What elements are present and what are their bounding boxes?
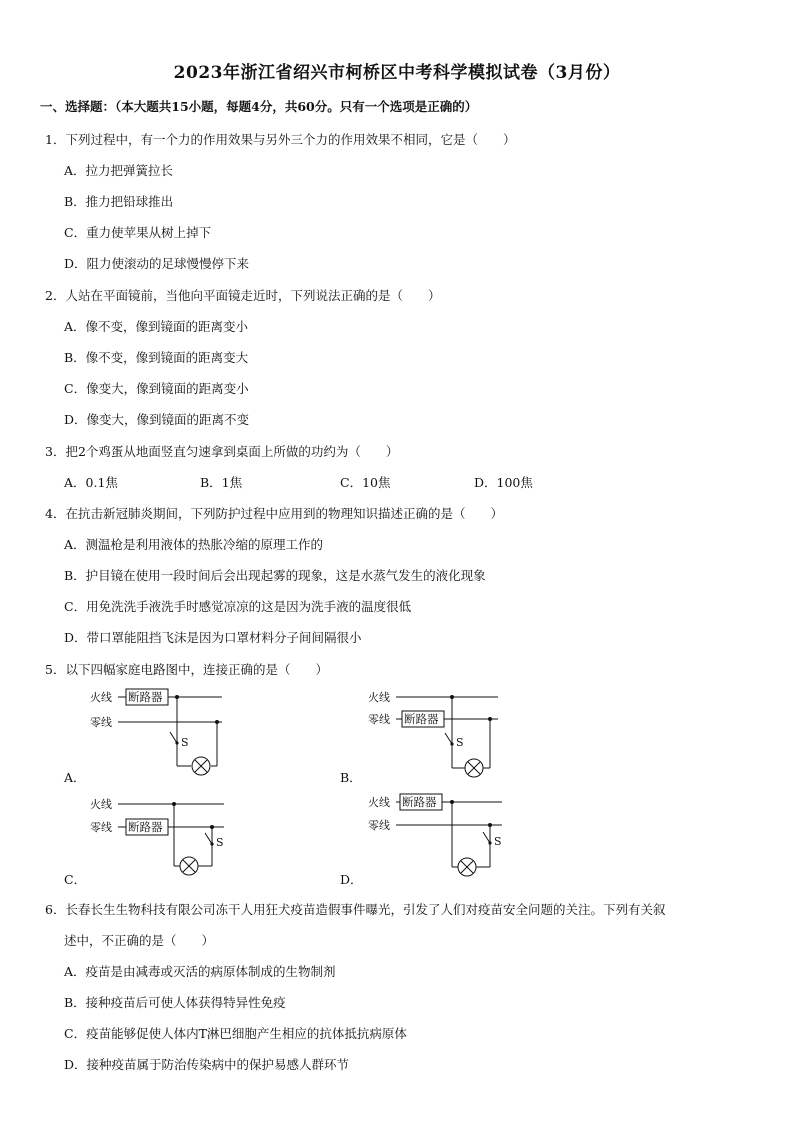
switch-label: S bbox=[181, 736, 189, 749]
q2-option-c: C．像变大，像到镜面的距离变小 bbox=[64, 381, 249, 396]
breaker-label: 断路器 bbox=[404, 712, 439, 726]
q2-option-b: B．像不变，像到镜面的距离变大 bbox=[64, 350, 249, 365]
q4-option-b: B．护目镜在使用一段时间后会出现起雾的现象，这是水蒸气发生的液化现象 bbox=[64, 568, 486, 583]
q1-option-a: A．拉力把弹簧拉长 bbox=[64, 163, 174, 178]
q3-option-c: C．10焦 bbox=[340, 475, 391, 490]
q6-option-a: A．疫苗是由减毒或灭活的病原体制成的生物制剂 bbox=[64, 964, 336, 979]
live-wire-label: 火线 bbox=[368, 796, 390, 809]
q5-option-b: B． bbox=[340, 770, 362, 785]
breaker-label: 断路器 bbox=[128, 690, 163, 704]
switch-label: S bbox=[494, 835, 502, 848]
q4-option-d: D．带口罩能阻挡飞沫是因为口罩材料分子间间隔很小 bbox=[64, 630, 362, 645]
circuit-diagram-a bbox=[90, 686, 240, 780]
q4-option-c: C．用免洗洗手液洗手时感觉凉凉的这是因为洗手液的温度很低 bbox=[64, 599, 412, 614]
live-wire-label: 火线 bbox=[90, 691, 112, 704]
q5-option-d: D． bbox=[340, 872, 363, 887]
q3-option-b: B．1焦 bbox=[200, 475, 243, 490]
switch-label: S bbox=[456, 736, 464, 749]
neutral-wire-label: 零线 bbox=[90, 716, 112, 729]
breaker-label: 断路器 bbox=[402, 795, 437, 809]
question-4-stem: 4．在抗击新冠肺炎期间，下列防护过程中应用到的物理知识描述正确的是（ ） bbox=[45, 506, 503, 521]
q5-option-a: A． bbox=[64, 770, 86, 785]
circuit-diagram-c bbox=[90, 794, 240, 880]
q5-option-c: C． bbox=[64, 872, 87, 887]
q6-option-d: D．接种疫苗属于防治传染病中的保护易感人群环节 bbox=[64, 1057, 350, 1072]
lamp-icon bbox=[465, 759, 483, 777]
lamp-icon bbox=[458, 858, 476, 876]
q3-option-a: A．0.1焦 bbox=[64, 475, 118, 490]
q6-option-b: B．接种疫苗后可使人体获得特异性免疫 bbox=[64, 995, 286, 1010]
neutral-wire-label: 零线 bbox=[368, 713, 390, 726]
question-5-stem: 5．以下四幅家庭电路图中，连接正确的是（ ） bbox=[45, 662, 328, 677]
live-wire-label: 火线 bbox=[90, 798, 112, 811]
q1-option-d: D．阻力使滚动的足球慢慢停下来 bbox=[64, 256, 250, 271]
circuit-diagram-b bbox=[368, 686, 518, 780]
question-3-stem: 3．把2个鸡蛋从地面竖直匀速拿到桌面上所做的功约为（ ） bbox=[45, 444, 399, 459]
neutral-wire-label: 零线 bbox=[368, 819, 390, 832]
page-title: 2023年浙江省绍兴市柯桥区中考科学模拟试卷（3月份） bbox=[173, 63, 621, 83]
section-heading: 一、选择题：（本大题共15小题，每题4分，共60分。只有一个选项是正确的） bbox=[40, 99, 478, 114]
q6-option-c: C．疫苗能够促使人体内T淋巴细胞产生相应的抗体抵抗病原体 bbox=[64, 1026, 407, 1041]
question-6-stem-line2: 述中，不正确的是（ ） bbox=[64, 933, 215, 948]
breaker-label: 断路器 bbox=[128, 820, 163, 834]
lamp-icon bbox=[180, 857, 198, 875]
q2-option-a: A．像不变，像到镜面的距离变小 bbox=[64, 319, 249, 334]
live-wire-label: 火线 bbox=[368, 691, 390, 704]
question-6-stem-line1: 6．长春长生生物科技有限公司冻干人用狂犬疫苗造假事件曝光，引发了人们对疫苗安全问题的关注。下列有关叙 bbox=[45, 902, 666, 917]
q1-option-c: C．重力使苹果从树上掉下 bbox=[64, 225, 212, 240]
q3-option-d: D．100焦 bbox=[474, 475, 533, 490]
q2-option-d: D．像变大，像到镜面的距离不变 bbox=[64, 412, 250, 427]
question-2-stem: 2．人站在平面镜前，当他向平面镜走近时，下列说法正确的是（ ） bbox=[45, 288, 441, 303]
lamp-icon bbox=[192, 757, 210, 775]
circuit-diagram-d bbox=[368, 792, 518, 882]
question-1-stem: 1．下列过程中，有一个力的作用效果与另外三个力的作用效果不相同，它是（ ） bbox=[45, 132, 516, 147]
switch-label: S bbox=[216, 836, 224, 849]
q1-option-b: B．推力把铅球推出 bbox=[64, 194, 174, 209]
q4-option-a: A．测温枪是利用液体的热胀冷缩的原理工作的 bbox=[64, 537, 324, 552]
neutral-wire-label: 零线 bbox=[90, 821, 112, 834]
